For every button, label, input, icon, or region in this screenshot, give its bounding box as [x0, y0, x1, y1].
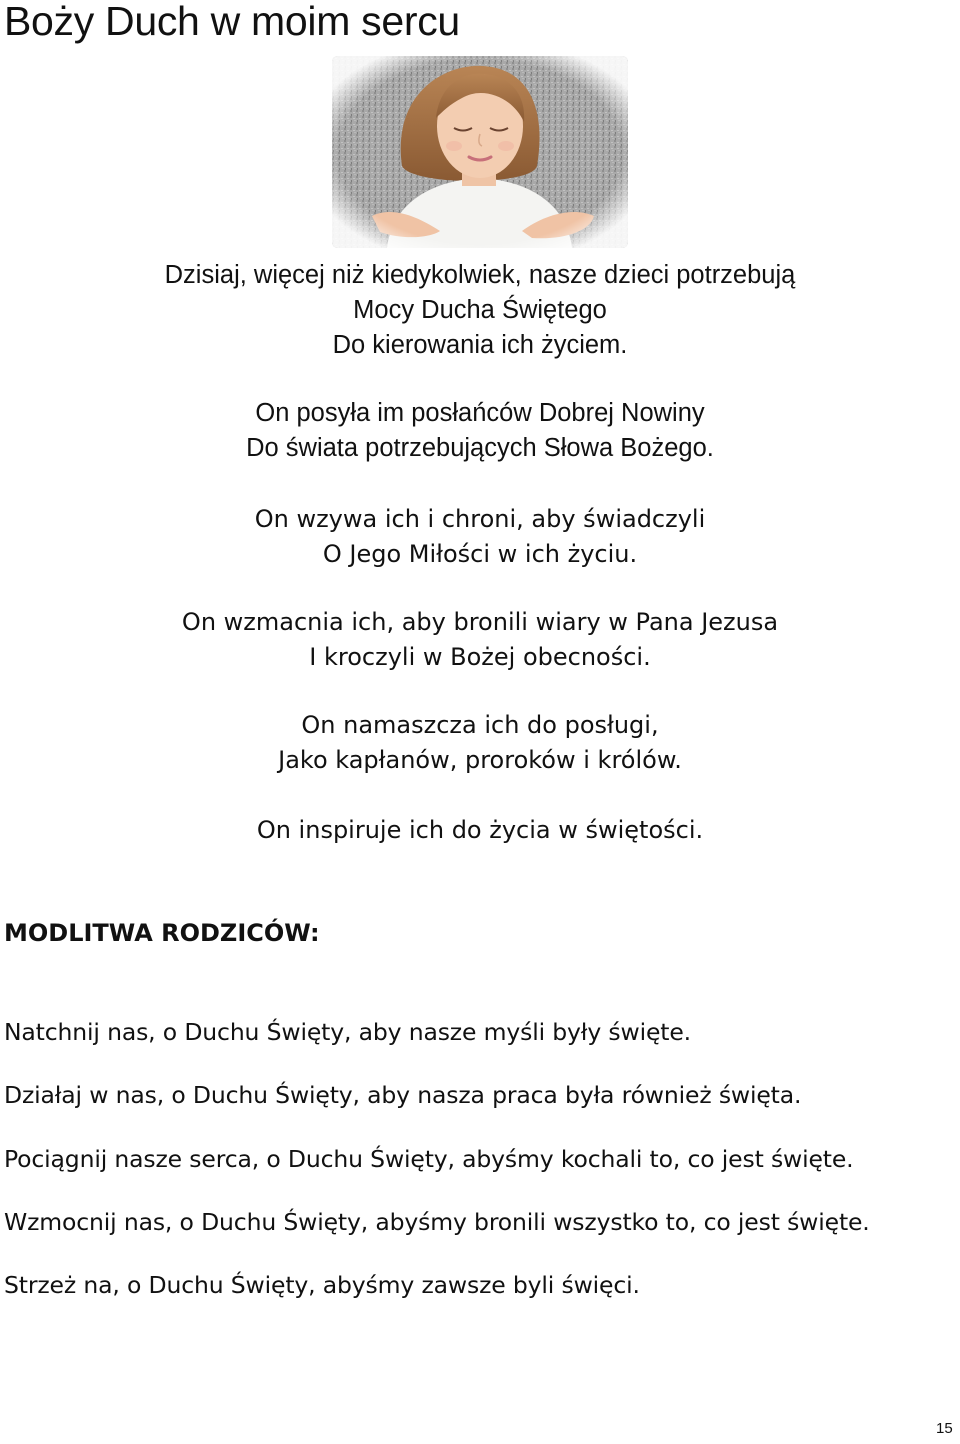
poem-line: On wzywa ich i chroni, aby świadczyli — [254, 505, 706, 533]
page-title: Boży Duch w moim sercu — [4, 0, 460, 44]
poem-line: Do kierowania ich życiem. — [332, 331, 628, 359]
poem-stanza-1 — [0, 258, 960, 363]
prayer-line: Wzmocnij nas, o Duchu Święty, abyśmy bronili wszystko to, co jest święte. — [4, 1208, 870, 1236]
poem-line: On namaszcza ich do posługi, — [301, 711, 659, 739]
poem-line: On posyła im posłańców Dobrej Nowiny — [255, 399, 705, 427]
page-number: 15 — [936, 1420, 953, 1437]
poem-stanza-6 — [0, 813, 960, 848]
prayer-line: Działaj w nas, o Duchu Święty, aby nasza praca była również święta. — [4, 1081, 802, 1109]
poem-line: Mocy Ducha Świętego — [353, 296, 607, 324]
prayer-heading: MODLITWA RODZICÓW: — [4, 919, 320, 947]
praying-child-photo — [332, 56, 628, 248]
poem-stanza-4 — [0, 605, 960, 675]
poem-line: I kroczyli w Bożej obecności. — [309, 643, 651, 671]
poem-stanza-5 — [0, 708, 960, 778]
poem-line: Dzisiaj, więcej niż kiedykolwiek, nasze dzieci potrzebują — [164, 261, 796, 289]
prayer-line: Strzeż na, o Duchu Święty, abyśmy zawsze byli święci. — [4, 1271, 640, 1299]
poem-stanza-3 — [0, 502, 960, 572]
poem-line: Do świata potrzebujących Słowa Bożego. — [246, 434, 714, 462]
poem-line: On inspiruje ich do życia w świętości. — [256, 816, 704, 844]
prayer-line: Natchnij nas, o Duchu Święty, aby nasze myśli były święte. — [4, 1018, 691, 1046]
poem-line: Jako kapłanów, proroków i królów. — [278, 746, 682, 774]
poem-line: O Jego Miłości w ich życiu. — [322, 540, 638, 568]
prayer-line: Pociągnij nasze serca, o Duchu Święty, abyśmy kochali to, co jest święte. — [4, 1145, 854, 1173]
poem-stanza-2 — [0, 396, 960, 466]
poem-line: On wzmacnia ich, aby bronili wiary w Pana Jezusa — [181, 608, 779, 636]
